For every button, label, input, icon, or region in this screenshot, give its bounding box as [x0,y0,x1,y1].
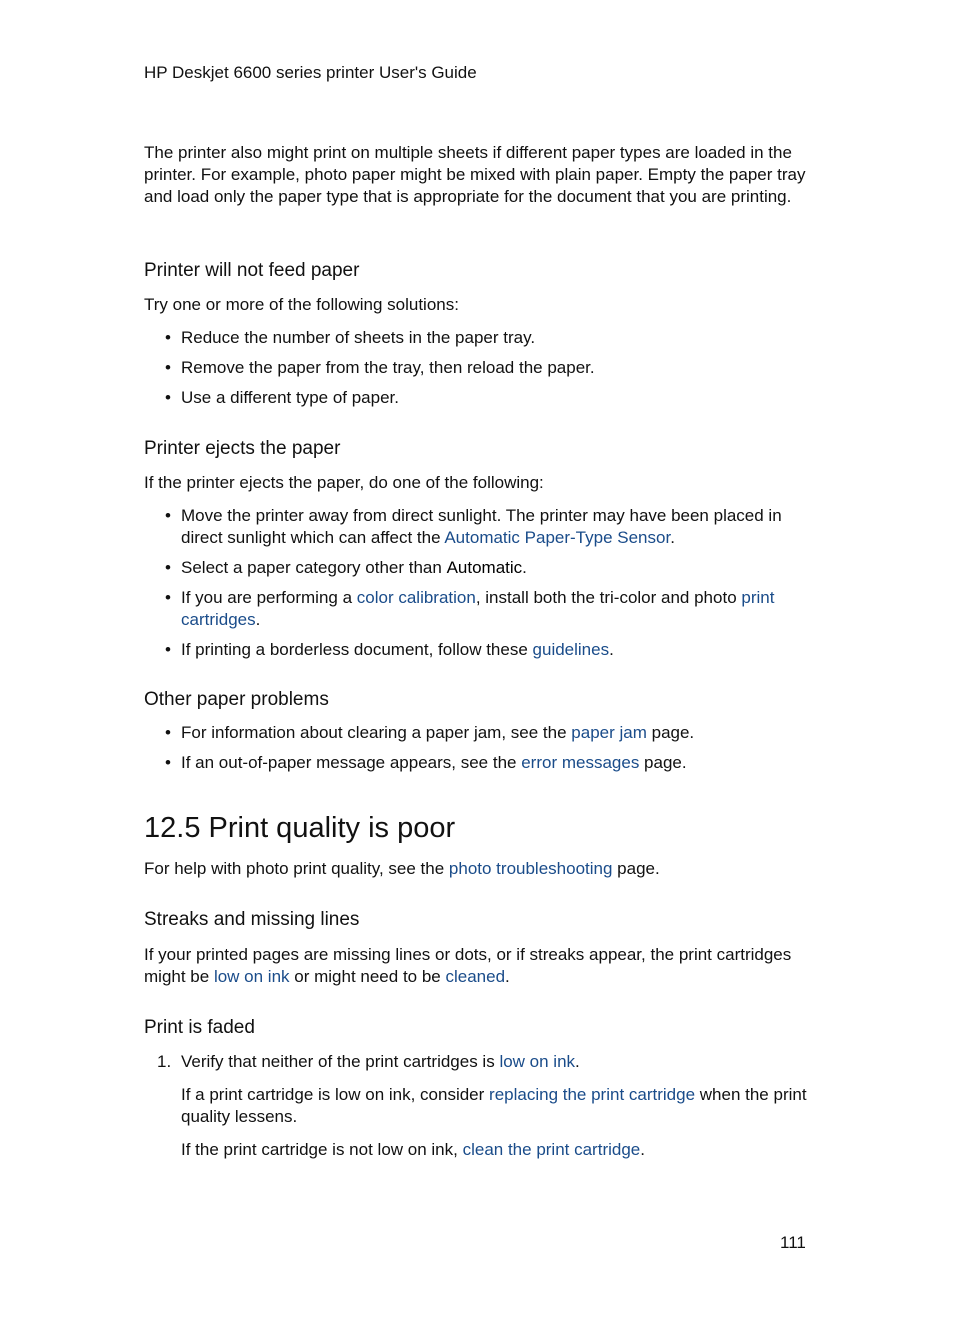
feed-list [144,327,814,409]
list-item: • Reduce the number of sheets in the paper tray. [165,328,536,347]
eject-lead: If the printer ejects the paper, do one of the following: [144,473,544,492]
other-list [144,722,814,774]
list-item: • Use a different type of paper. [165,388,399,407]
intro-paragraph: The printer also might print on multiple sheets if different paper types are loaded in the printer. For example, photo paper might be mixed with plain paper. Empty the paper tray and load only the paper type that is appropriate for the document that you are printing. [144,143,806,206]
print-cartridges-link[interactable]: print cartridges [181,588,775,629]
clean-print-cartridge-link[interactable]: clean the print cartridge [462,1140,641,1159]
bullet-icon: • [165,506,171,525]
list-item: 1. Verify that neither of the print cartridges is low on ink. [157,1052,580,1071]
streaks-heading: Streaks and missing lines [144,909,360,930]
list-item: • If you are performing a color calibration, install both the tri-color and photo print cartridges. [165,588,775,629]
bullet-icon: • [165,640,171,659]
replacing-print-cartridge-link[interactable]: replacing the print cartridge [489,1085,696,1104]
faded-para-2: If the print cartridge is not low on ink, clean the print cartridge. [181,1140,645,1159]
color-calibration-link[interactable]: color calibration [356,588,476,607]
feed-lead: Try one or more of the following solutions: [144,295,459,314]
eject-heading: Printer ejects the paper [144,438,341,459]
bullet-icon: • [165,723,171,742]
automatic-paper-type-sensor-link[interactable]: Automatic Paper-Type Sensor [444,528,671,547]
low-on-ink-link[interactable]: low on ink [213,967,290,986]
faded-para-1: If a print cartridge is low on ink, consider replacing the print cartridge when the print quality lessens. [181,1085,807,1126]
bullet-icon: • [165,328,171,347]
bullet-icon: • [165,558,171,577]
list-item: • If printing a borderless document, follow these guidelines. [165,640,614,659]
quality-lead: For help with photo print quality, see the photo troubleshooting page. [144,859,660,878]
paper-jam-link[interactable]: paper jam [571,723,647,742]
bullet-icon: • [165,753,171,772]
feed-heading: Printer will not feed paper [144,260,360,281]
guidelines-link[interactable]: guidelines [532,640,610,659]
list-item: • Select a paper category other than Automatic. [165,558,527,577]
faded-heading: Print is faded [144,1017,255,1038]
bullet-icon: • [165,388,171,407]
automatic-keyword: Automatic [446,558,523,577]
low-on-ink-link[interactable]: low on ink [499,1052,576,1071]
bullet-icon: • [165,358,171,377]
running-header: HP Deskjet 6600 series printer User's Guide [144,63,477,82]
list-item: • If an out-of-paper message appears, see the error messages page. [165,753,687,772]
error-messages-link[interactable]: error messages [521,753,640,772]
photo-troubleshooting-link[interactable]: photo troubleshooting [448,859,613,878]
other-heading: Other paper problems [144,689,329,710]
faded-steps [144,1051,814,1073]
bullet-icon: • [165,588,171,607]
cleaned-link[interactable]: cleaned [445,967,506,986]
section-title: 12.5 Print quality is poor [144,812,456,844]
step-number: 1. [157,1052,172,1071]
list-item: • Move the printer away from direct sunlight. The printer may have been placed in direct sunlight which can affect the Automatic Paper-Type Sensor. [165,506,782,547]
streaks-body: If your printed pages are missing lines or dots, or if streaks appear, the print cartridges might be low on ink or might need to be cleaned. [144,945,792,986]
list-item: • Remove the paper from the tray, then reload the paper. [165,358,595,377]
page-number: 111 [780,1233,806,1252]
eject-list [144,505,814,661]
list-item: • For information about clearing a paper jam, see the paper jam page. [165,723,695,742]
